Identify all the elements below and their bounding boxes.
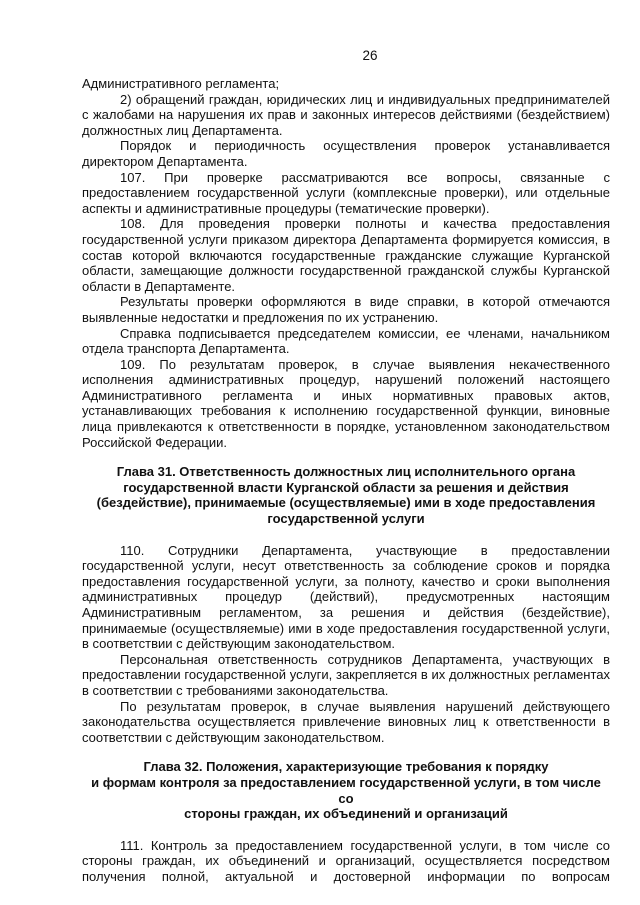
heading-line: государственной власти Курганской области за решения и действия [123, 479, 569, 495]
paragraph: Административного регламента; [82, 76, 280, 91]
heading-line: стороны граждан, их объединений и организаций [184, 806, 508, 822]
paragraph: По результатам проверок, в случае выявления нарушений действующего законодательства осуществляется привлечение виновных лиц к ответственности в соответствии с действующим законодательством. [82, 698, 610, 745]
page-number: 26 [362, 48, 378, 63]
section-1 [82, 76, 610, 450]
paragraph: Результаты проверки оформляются в виде справки, в которой отмечаются выявленные недостатки и предложения по их устранению. [82, 294, 610, 325]
section-2 [82, 543, 610, 746]
paragraph: Справка подписывается председателем комиссии, ее членами, начальником отдела транспорта Департамента. [82, 325, 610, 357]
chapter-heading-32 [82, 759, 610, 821]
paragraph: 111. Контроль за предоставлением государственной услуги, в том числе со стороны граждан, их объединений и организаций, осуществляется посредством получения полной, актуальной и достоверной информации по вопросам [82, 837, 610, 884]
paragraph: Порядок и периодичность осуществления проверок устанавливается директором Департамента. [82, 138, 610, 169]
paragraph: 109. По результатам проверок, в случае выявления некачественного исполнения административных процедур, нарушений положений настоящего Административного регламента и иных нормативных правовых актов, устанавливающих требования к исполнению государственной функции, виновные лица привлекаются к ответственности в порядке, установленном законодательством Российской Федерации. [82, 356, 610, 450]
heading-line: (бездействие), принимаемые (осуществляемые) ими в ходе предоставления [96, 495, 596, 511]
chapter-heading-31 [82, 464, 610, 526]
paragraph: 110. Сотрудники Департамента, участвующие в предоставлении государственной услуги, несут ответственность за соблюдение сроков и порядка предоставления государственной услуги, за полноту, качество и сроки выполнения административных процедур (действий), предусмотренных настоящим Административным регламентом, за решения и действия (бездействие), принимаемые (осуществляемые) ими в ходе предоставления государственной услуги, в соответствии с действующим законодательством. [82, 542, 610, 652]
heading-line: Глава 31. Ответственность должностных лиц исполнительного органа [116, 464, 576, 480]
heading-line: Глава 32. Положения, характеризующие требования к порядку [143, 759, 549, 775]
paragraph: 107. При проверке рассматриваются все вопросы, связанные с предоставлением государственной услуги (комплексные проверки), или отдельные аспекты и административные процедуры (тематические проверки). [82, 169, 610, 216]
section-3 [82, 838, 610, 885]
paragraph: 2) обращений граждан, юридических лиц и индивидуальных предпринимателей с жалобами на нарушения их прав и законных интересов действиями (бездействием) должностных лиц Департамента. [82, 91, 610, 138]
paragraph: Персональная ответственность сотрудников Департамента, участвующих в предоставлении государственной услуги, закрепляется в их должностных регламентах в соответствии с требованиями законодательства. [82, 651, 610, 698]
heading-line: и формам контроля за предоставлением государственной услуги, в том числе со [91, 774, 601, 806]
heading-line: государственной услуги [267, 511, 425, 527]
paragraph: 108. Для проведения проверки полноты и качества предоставления государственной услуги приказом директора Департамента формируется комиссия, в состав которой включаются государственные гражданские служащие Курганской области, замещающие должности государственной гражданской службы Курганской области в Департаменте. [82, 216, 610, 294]
